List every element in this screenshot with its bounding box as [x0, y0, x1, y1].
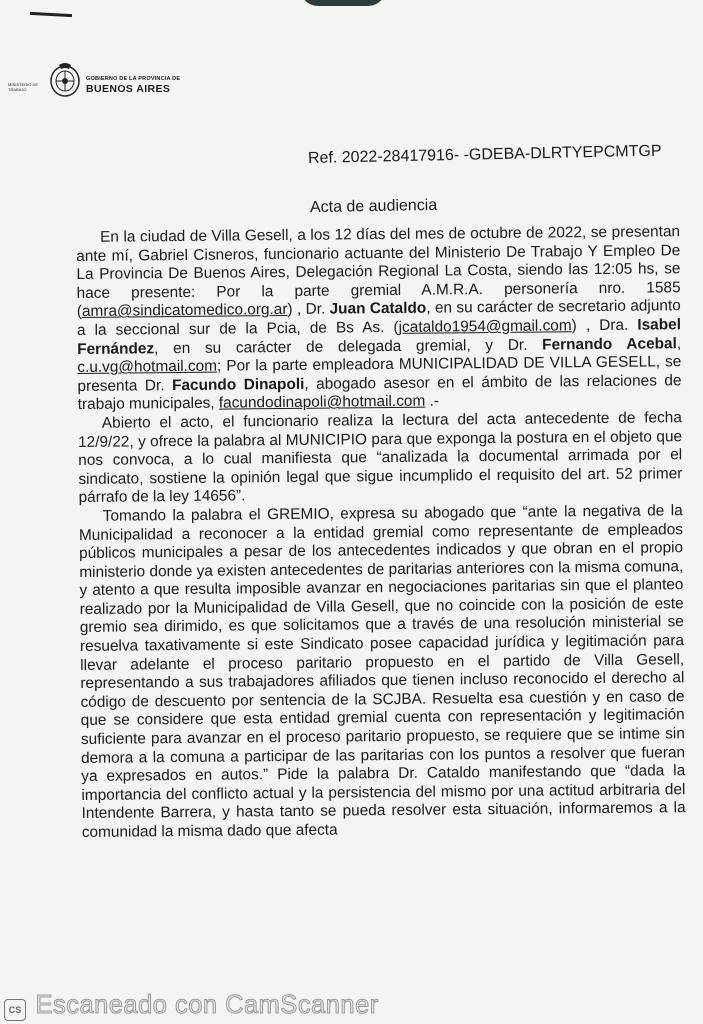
document-title: Acta de audiencia: [309, 196, 438, 217]
paragraph-gremio: Tomando la palabra el GREMIO, expresa su abogado que “ante la negativa de la Municipalidad a reconocer a la entidad gremial como representante de empleados públicos municipales a pesar de los antecedentes indicados y que obran en el propio ministerio donde ya existen antecedentes de paritarias anteriores con la misma comuna, y atento a que resulta imposible avanzar en negociaciones paritarias sin que el planteo realizado por la Municipalidad de Villa Gesell, que no coincide con la posición de este gremio sea dirimido, es que solicitamos que a través de una resolución ministerial se resuelva taxativamente si este Sindicato posee capacidad jurídica y legitimación para llevar adelante el proceso paritario propuesto en el partido de Villa Gesell, representando a sus trabajadores afiliados que tienen incluso reconocido el derecho al código de descuento por sentencia de la SCJBA. Resuelta esa cuestión y en caso de que se considere que esta entidad gremial cuenta con representación y legitimación suficiente para avanzar en el proceso paritario propuesto, se requiere que se intime sin demora a la comuna a participar de las paritarias con los puntos a resolver que fueran ya expresados en autos.” Pide la palabra Dr. Cataldo manifestando que “dada la importancia del conflicto actual y la persistencia del mismo por una actitud arbitraria del Intendente Barrera, y hasta tanto se pueda resolver esta situación, informaremos a la comunidad la misma dado que afecta: [78, 502, 686, 841]
person-name: Juan Cataldo: [329, 300, 427, 318]
text-run: , abogado asesor en el ámbito de las relaciones de trabajo municipales,: [77, 371, 682, 414]
government-label: GOBIERNO DE LA PROVINCIA DE: [86, 76, 181, 82]
paragraph-municipio: Abierto el acto, el funcionario realiza la lectura del acta antecedente de fecha 12/9/22, y ofrece la palabra al MUNICIPIO para que exponga la postura en el objeto que nos convoca, a lo cual manifiesta que “analizada la documental arrimada por el sindicato, sostiene la opinión legal que sigue incumplido el requisito del art. 52 primer párrafo de la ley 14656”.: [77, 409, 683, 507]
ministry-label: MINISTERIO DE TRABAJO: [8, 82, 39, 92]
province-name: BUENOS AIRES: [86, 83, 171, 95]
email-dinapoli: facundodinapoli@hotmail.com: [218, 392, 426, 412]
text-run: ,: [676, 334, 682, 352]
document-body: [76, 223, 686, 842]
text-run: ) , Dra.: [571, 316, 638, 335]
email-cataldo: jcataldo1954@gmail.com: [398, 317, 572, 336]
scanner-watermark: Escaneado con CamScanner: [35, 989, 379, 1019]
email-amra: amra@sindicatomedico.org.ar: [81, 301, 288, 321]
person-name: Fernando Acebal: [542, 334, 677, 354]
text-run: ; Por la parte empleadora MUNICIPALIDAD DE VILLA GESELL, se presenta Dr.: [77, 353, 682, 395]
camscanner-logo-icon: CS: [4, 999, 26, 1021]
text-run: En la ciudad de Villa Gesell, a los 12 días del mes de octubre de 2022, se presentan ante mí, Gabriel Cisneros, funcionario actuante del Ministerio De Trabajo Y Empleo De La Provincia De Buenos Aires, Delegación Regional La Costa, siendo las 12:05 hs, se hace presente: Por la parte gremial A.M.R.A. personería nro. 1585 (: [76, 223, 681, 321]
letterhead: [8, 62, 181, 102]
text-run: , en su carácter de delegada gremial, y Dr.: [154, 336, 543, 357]
person-name: Isabel Fernández: [77, 316, 682, 358]
paragraph-attendance: [76, 223, 682, 415]
text-run: .-: [425, 392, 440, 410]
text-run: ) , Dr.: [287, 300, 330, 319]
scanner-footer: [0, 985, 703, 1024]
text-run: , en su carácter de secretario adjunto a la seccional sur de la Pcia, de Bs As. (: [76, 297, 681, 339]
top-edge-shadow: [300, 0, 386, 6]
province-seal-icon: [48, 62, 82, 98]
reference-number: Ref. 2022-28417916- -GDEBA-DLRTYEPCMTGP: [307, 142, 662, 167]
email-acebal: c.u.vg@hotmail.com: [77, 357, 218, 377]
pen-mark: [30, 12, 72, 17]
person-name: Facundo Dinapoli: [171, 375, 305, 394]
